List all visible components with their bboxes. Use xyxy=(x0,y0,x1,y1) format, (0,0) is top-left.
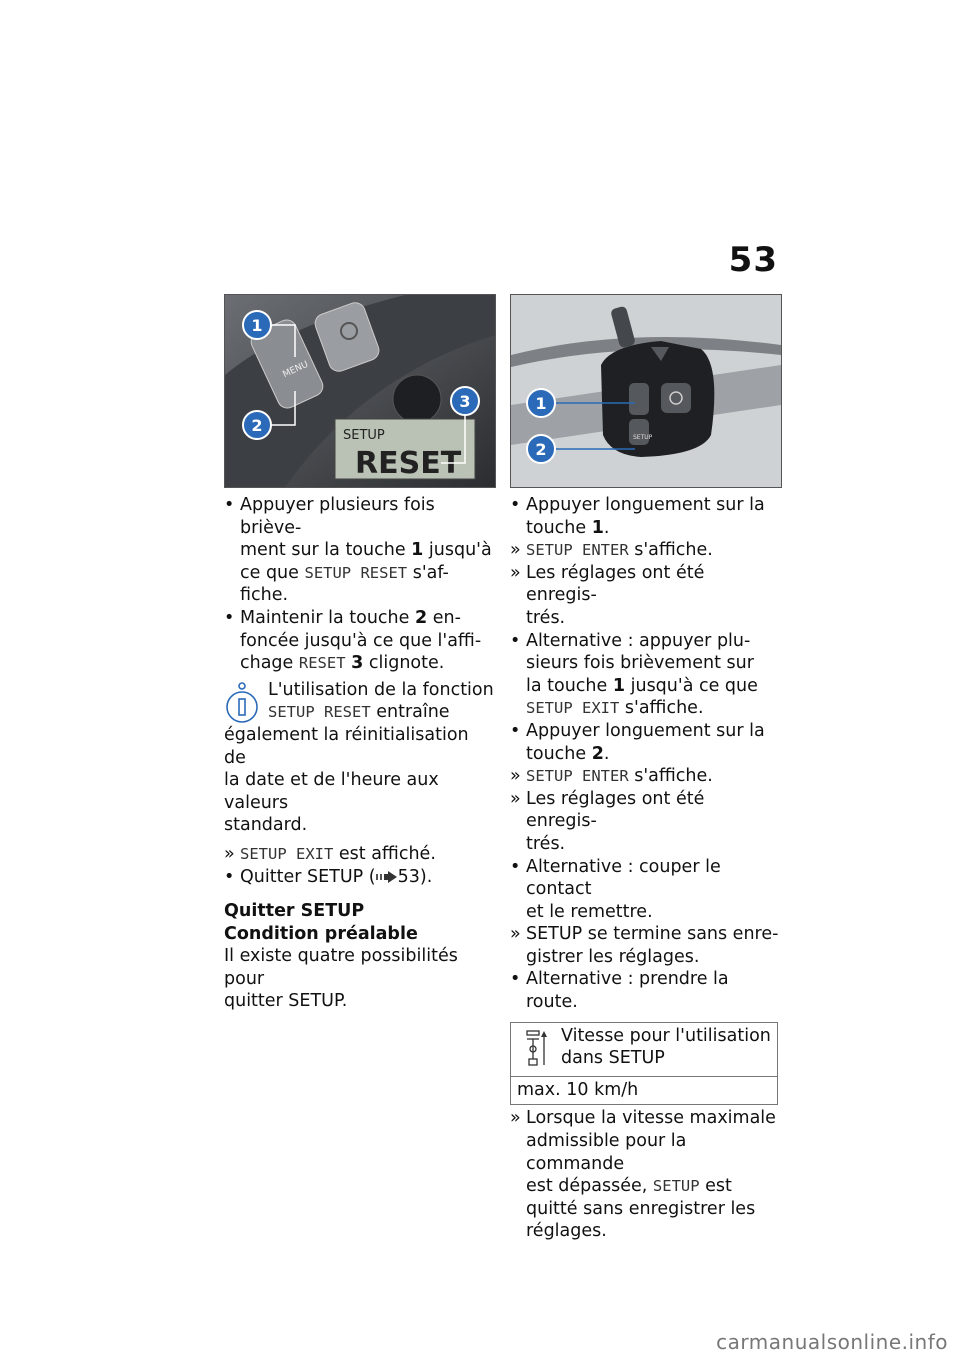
page-number: 53 xyxy=(728,240,778,280)
result-setup-enter-2: » SETUP ENTER s'affiche. xyxy=(510,766,713,787)
callout-1 xyxy=(243,311,271,339)
speed-limit-icon xyxy=(525,1029,549,1069)
page-ref-arrow-icon xyxy=(376,871,398,883)
svg-text:2: 2 xyxy=(535,440,547,459)
result-setup-enter-1: » SETUP ENTER s'affiche. xyxy=(510,540,713,561)
section-subheading: Condition préalable xyxy=(224,923,418,944)
spec-value: max. 10 km/h xyxy=(517,1079,639,1100)
svg-text:1: 1 xyxy=(535,394,547,413)
display-reset-text: RESET xyxy=(355,446,462,481)
svg-text:1: 1 xyxy=(251,316,263,335)
figure-handlebar-switch xyxy=(510,294,782,488)
setup-button-label: SETUP xyxy=(633,434,653,441)
result-speed-exceeded: » Lorsque la vitesse maximale admissible pour la commande est dépassée, SETUP est quitté sans enregistrer les réglages. xyxy=(510,1108,776,1242)
speed-spec-table xyxy=(510,1022,778,1106)
menu-button-label: MENU xyxy=(281,359,310,381)
step-alternative-short-press: • Alternative : appuyer plu- sieurs fois brièvement sur la touche 1 jusqu'à ce que SETUP EXIT s'affiche. xyxy=(510,630,758,719)
step-alternative-ignition: • Alternative : couper le contact et le remettre. xyxy=(510,856,721,922)
display-setup-text: SETUP xyxy=(343,428,385,443)
callout-3 xyxy=(451,387,479,415)
callout-2 xyxy=(243,411,271,439)
step-quit-setup: • Quitter SETUP ( 53). xyxy=(224,866,433,887)
result-setup-exit: » SETUP EXIT est affiché. xyxy=(224,843,436,864)
step-long-press-1: • Appuyer longuement sur la touche 1. xyxy=(510,495,765,538)
step-long-press-2: • Appuyer longuement sur la touche 2. xyxy=(510,720,765,764)
section-heading: Quitter SETUP xyxy=(224,901,365,922)
step-hold-button: • Maintenir la touche 2 en- foncée jusqu'à ce que l'affi- chage RESET 3 clignote. xyxy=(224,607,482,674)
right-column xyxy=(510,294,780,1243)
svg-text:2: 2 xyxy=(251,416,263,435)
result-setup-ends: » SETUP se termine sans enre- gistrer les réglages. xyxy=(510,924,779,967)
info-note: L'utilisation de la fonction SETUP RESET entraîne également la réinitialisation de la date et de l'heure aux valeurs standard. xyxy=(224,679,494,836)
step-press-repeatedly: • Appuyer plusieurs fois briève- ment sur la touche 1 jusqu'à ce que SETUP RESET s'af- fiche. xyxy=(224,495,492,606)
result-saved-2: » Les réglages ont été enregis- trés. xyxy=(510,788,705,854)
callout-1 xyxy=(527,389,555,417)
svg-text:3: 3 xyxy=(459,392,471,411)
info-icon xyxy=(224,681,260,725)
spec-label-line-1: Vitesse pour l'utilisation xyxy=(561,1025,771,1046)
spec-label-line-2: dans SETUP xyxy=(561,1048,665,1069)
page-ref[interactable]: 53 xyxy=(397,866,420,887)
section-paragraph: Il existe quatre possibilités pour quitter SETUP. xyxy=(224,946,458,1012)
figure-menu-buttons xyxy=(224,294,496,488)
step-alternative-ride: • Alternative : prendre la route. xyxy=(510,969,729,1013)
result-saved-1: » Les réglages ont été enregis- trés. xyxy=(510,562,705,628)
left-column xyxy=(224,294,494,1013)
watermark: carmanualsonline.info xyxy=(716,1330,948,1354)
callout-2 xyxy=(527,435,555,463)
